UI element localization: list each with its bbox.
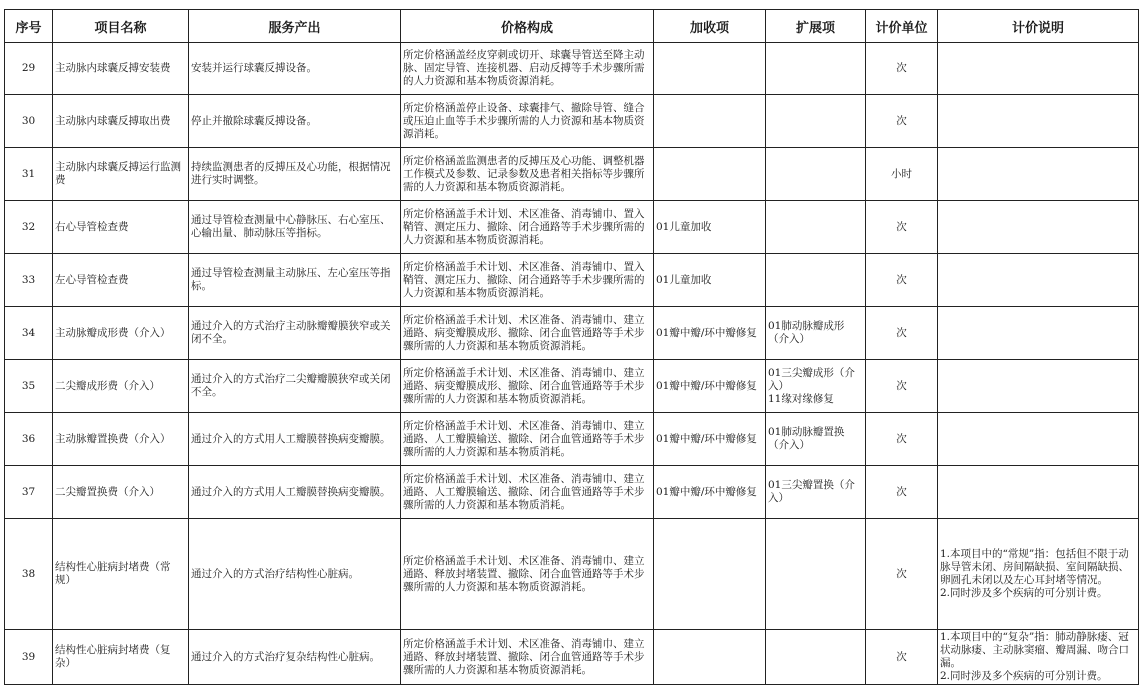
surcharge-item: 01儿童加收 bbox=[654, 254, 766, 307]
surcharge-item bbox=[654, 95, 766, 148]
service-output: 通过导管检查测量中心静脉压、右心室压、心输出量、肺动脉压等指标。 bbox=[189, 201, 401, 254]
header-ext: 扩展项 bbox=[766, 10, 866, 43]
table-row bbox=[5, 413, 1139, 466]
pricing-note bbox=[938, 201, 1139, 254]
pricing-unit: 次 bbox=[866, 630, 938, 685]
header-service: 服务产出 bbox=[189, 10, 401, 43]
service-output: 通过介入的方式用人工瓣膜替换病变瓣膜。 bbox=[189, 466, 401, 519]
surcharge-item: 01瓣中瓣/环中瓣修复 bbox=[654, 413, 766, 466]
row-number: 35 bbox=[5, 360, 53, 413]
pricing-note bbox=[938, 307, 1139, 360]
row-number: 33 bbox=[5, 254, 53, 307]
row-number: 34 bbox=[5, 307, 53, 360]
pricing-note bbox=[938, 413, 1139, 466]
surcharge-item bbox=[654, 630, 766, 685]
price-composition: 所定价格涵盖监测患者的反搏压及心功能、调整机器工作模式及参数、记录参数及患者相关指标等步骤所需的人力资源和基本物质资源消耗。 bbox=[401, 148, 654, 201]
table-row bbox=[5, 95, 1139, 148]
pricing-table bbox=[4, 9, 1139, 685]
extension-item: 01肺动脉瓣成形（介入） bbox=[766, 307, 866, 360]
extension-item bbox=[766, 201, 866, 254]
item-name: 二尖瓣置换费（介入） bbox=[53, 466, 189, 519]
price-composition: 所定价格涵盖停止设备、球囊排气、撤除导管、缝合或压迫止血等手术步骤所需的人力资源和基本物质资源消耗。 bbox=[401, 95, 654, 148]
pricing-unit: 次 bbox=[866, 95, 938, 148]
pricing-note bbox=[938, 148, 1139, 201]
pricing-note bbox=[938, 360, 1139, 413]
service-output: 通过介入的方式治疗复杂结构性心脏病。 bbox=[189, 630, 401, 685]
table-row bbox=[5, 201, 1139, 254]
table-row bbox=[5, 466, 1139, 519]
row-number: 30 bbox=[5, 95, 53, 148]
header-price: 价格构成 bbox=[401, 10, 654, 43]
item-name: 结构性心脏病封堵费（常规） bbox=[53, 519, 189, 630]
price-composition: 所定价格涵盖手术计划、术区准备、消毒铺巾、置入鞘管、测定压力、撤除、闭合通路等手术步骤所需的人力资源和基本物质资源消耗。 bbox=[401, 254, 654, 307]
surcharge-item bbox=[654, 148, 766, 201]
header-unit: 计价单位 bbox=[866, 10, 938, 43]
service-output: 通过介入的方式治疗二尖瓣瓣膜狭窄或关闭不全。 bbox=[189, 360, 401, 413]
item-name: 左心导管检查费 bbox=[53, 254, 189, 307]
service-output: 通过介入的方式治疗结构性心脏病。 bbox=[189, 519, 401, 630]
item-name: 主动脉内球囊反搏安装费 bbox=[53, 43, 189, 95]
price-composition: 所定价格涵盖手术计划、术区准备、消毒铺巾、建立通路、病变瓣膜成形、撤除、闭合血管通路等手术步骤所需的人力资源和基本物质资源消耗。 bbox=[401, 307, 654, 360]
extension-item: 01肺动脉瓣置换（介入） bbox=[766, 413, 866, 466]
extension-item: 01三尖瓣置换（介入） bbox=[766, 466, 866, 519]
extension-item bbox=[766, 630, 866, 685]
item-name: 主动脉内球囊反搏运行监测费 bbox=[53, 148, 189, 201]
pricing-unit: 次 bbox=[866, 201, 938, 254]
surcharge-item: 01儿童加收 bbox=[654, 201, 766, 254]
table-row bbox=[5, 360, 1139, 413]
pricing-unit: 次 bbox=[866, 254, 938, 307]
pricing-unit: 次 bbox=[866, 413, 938, 466]
table-row bbox=[5, 519, 1139, 630]
service-output: 通过介入的方式治疗主动脉瓣瓣膜狭窄或关闭不全。 bbox=[189, 307, 401, 360]
price-composition: 所定价格涵盖手术计划、术区准备、消毒铺巾、置入鞘管、测定压力、撤除、闭合通路等手术步骤所需的人力资源和基本物质资源消耗。 bbox=[401, 201, 654, 254]
extension-item: 01三尖瓣成形（介入） 11缘对缘修复 bbox=[766, 360, 866, 413]
row-number: 37 bbox=[5, 466, 53, 519]
table-row bbox=[5, 630, 1139, 685]
service-output: 通过导管检查测量主动脉压、左心室压等指标。 bbox=[189, 254, 401, 307]
extension-item bbox=[766, 95, 866, 148]
pricing-note bbox=[938, 254, 1139, 307]
row-number: 31 bbox=[5, 148, 53, 201]
pricing-note: 1.本项目中的“复杂”指：肺动静脉瘘、冠状动脉瘘、主动脉窦瘤、瓣周漏、吻合口漏。 2.同时涉及多个疾病的可分别计费。 bbox=[938, 630, 1139, 685]
table-row bbox=[5, 307, 1139, 360]
pricing-unit: 次 bbox=[866, 466, 938, 519]
pricing-note bbox=[938, 95, 1139, 148]
header-row bbox=[5, 10, 1139, 43]
surcharge-item: 01瓣中瓣/环中瓣修复 bbox=[654, 360, 766, 413]
item-name: 二尖瓣成形费（介入） bbox=[53, 360, 189, 413]
pricing-unit: 小时 bbox=[866, 148, 938, 201]
pricing-unit: 次 bbox=[866, 43, 938, 95]
header-no: 序号 bbox=[5, 10, 53, 43]
surcharge-item: 01瓣中瓣/环中瓣修复 bbox=[654, 307, 766, 360]
row-number: 36 bbox=[5, 413, 53, 466]
table-row bbox=[5, 254, 1139, 307]
pricing-note bbox=[938, 466, 1139, 519]
header-extra: 加收项 bbox=[654, 10, 766, 43]
pricing-unit: 次 bbox=[866, 519, 938, 630]
pricing-note bbox=[938, 43, 1139, 95]
header-name: 项目名称 bbox=[53, 10, 189, 43]
table-row bbox=[5, 43, 1139, 95]
row-number: 29 bbox=[5, 43, 53, 95]
pricing-unit: 次 bbox=[866, 360, 938, 413]
item-name: 主动脉瓣成形费（介入） bbox=[53, 307, 189, 360]
item-name: 主动脉内球囊反搏取出费 bbox=[53, 95, 189, 148]
item-name: 右心导管检查费 bbox=[53, 201, 189, 254]
item-name: 主动脉瓣置换费（介入） bbox=[53, 413, 189, 466]
table-row bbox=[5, 148, 1139, 201]
service-output: 安装并运行球囊反搏设备。 bbox=[189, 43, 401, 95]
item-name: 结构性心脏病封堵费（复杂） bbox=[53, 630, 189, 685]
extension-item bbox=[766, 43, 866, 95]
extension-item bbox=[766, 148, 866, 201]
extension-item bbox=[766, 519, 866, 630]
service-output: 停止并撤除球囊反搏设备。 bbox=[189, 95, 401, 148]
price-composition: 所定价格涵盖手术计划、术区准备、消毒铺巾、建立通路、病变瓣膜成形、撤除、闭合血管通路等手术步骤所需的人力资源和基本物质资源消耗。 bbox=[401, 360, 654, 413]
pricing-unit: 次 bbox=[866, 307, 938, 360]
row-number: 32 bbox=[5, 201, 53, 254]
price-composition: 所定价格涵盖手术计划、术区准备、消毒铺巾、建立通路、释放封堵装置、撤除、闭合血管通路等手术步骤所需的人力资源和基本物质资源消耗。 bbox=[401, 630, 654, 685]
price-composition: 所定价格涵盖手术计划、术区准备、消毒铺巾、建立通路、人工瓣膜输送、撤除、闭合血管通路等手术步骤所需的人力资源和基本物质消耗。 bbox=[401, 413, 654, 466]
header-note: 计价说明 bbox=[938, 10, 1139, 43]
row-number: 38 bbox=[5, 519, 53, 630]
pricing-note: 1.本项目中的“常规”指：包括但不限于动脉导管未闭、房间隔缺损、室间隔缺损、卵圆孔未闭以及左心耳封堵等情况。 2.同时涉及多个疾病的可分别计费。 bbox=[938, 519, 1139, 630]
surcharge-item: 01瓣中瓣/环中瓣修复 bbox=[654, 466, 766, 519]
price-composition: 所定价格涵盖经皮穿刺或切开、球囊导管送至降主动脉、固定导管、连接机器、启动反搏等手术步骤所需的人力资源和基本物质资源消耗。 bbox=[401, 43, 654, 95]
row-number: 39 bbox=[5, 630, 53, 685]
surcharge-item bbox=[654, 43, 766, 95]
service-output: 通过介入的方式用人工瓣膜替换病变瓣膜。 bbox=[189, 413, 401, 466]
service-output: 持续监测患者的反搏压及心功能，根据情况进行实时调整。 bbox=[189, 148, 401, 201]
surcharge-item bbox=[654, 519, 766, 630]
extension-item bbox=[766, 254, 866, 307]
price-composition: 所定价格涵盖手术计划、术区准备、消毒铺巾、建立通路、人工瓣膜输送、撤除、闭合血管通路等手术步骤所需的人力资源和基本物质消耗。 bbox=[401, 466, 654, 519]
price-composition: 所定价格涵盖手术计划、术区准备、消毒铺巾、建立通路、释放封堵装置、撤除、闭合血管通路等手术步骤所需的人力资源和基本物质资源消耗。 bbox=[401, 519, 654, 630]
